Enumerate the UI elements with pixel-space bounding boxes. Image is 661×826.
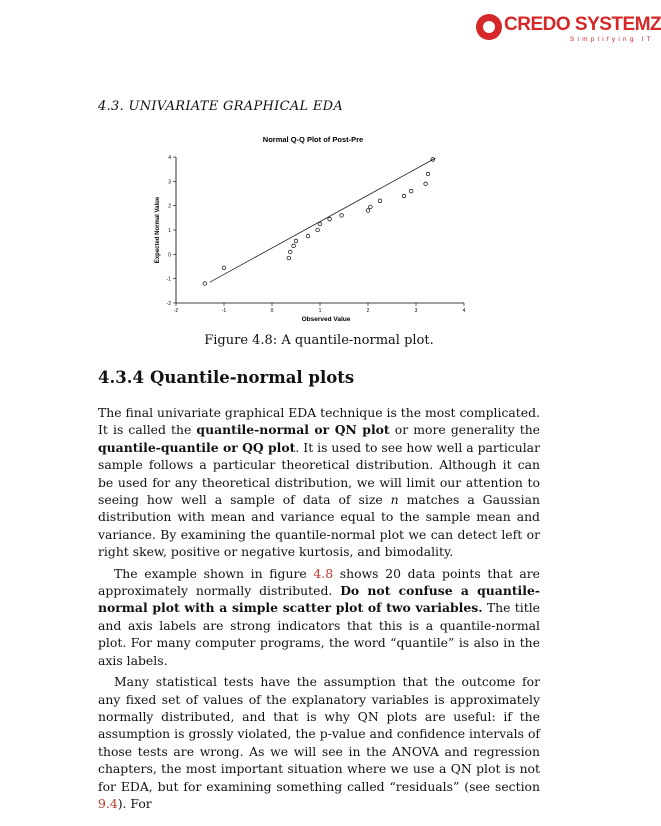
data-point [222, 266, 226, 270]
chart-ylabel: Expected Normal Value [155, 196, 161, 264]
y-tick-label: -1 [166, 276, 171, 283]
data-point [294, 239, 298, 243]
running-head: 4.3. UNIVARIATE GRAPHICAL EDA [98, 99, 344, 114]
y-tick-label: 0 [168, 252, 171, 259]
data-point [366, 209, 370, 213]
x-tick-label: 1 [318, 308, 322, 314]
data-point [203, 282, 207, 286]
x-tick-label: -1 [221, 308, 227, 314]
section-ref-link[interactable]: 9.4 [98, 795, 118, 811]
data-point [402, 194, 406, 198]
data-point [369, 205, 373, 209]
x-tick-label: 0 [270, 308, 274, 314]
data-point [292, 244, 296, 248]
x-tick-label: 3 [414, 308, 418, 314]
logo-name: CREDO SYSTEMZ [504, 14, 661, 35]
chart-title: Normal Q-Q Plot of Post-Pre [262, 135, 364, 144]
paragraph: Many statistical tests have the assumption that the outcome for any fixed set of values of the explanatory variables is approximately normally distributed, and that is why QN plots are useful: if the assumption is grossly violated, the p-value and confidence intervals of those tests are wrong. As we will see in the ANOVA and regression chapters, the most important situation where we use a QN plot is not for EDA, but for examining something called “residuals” (see section 9.4). For [98, 674, 540, 811]
y-tick-label: 2 [168, 203, 171, 210]
section-heading [98, 368, 354, 387]
data-point [426, 172, 430, 176]
reference-line [210, 158, 436, 282]
body-text [98, 404, 540, 816]
logo-tagline: Simplifying IT [570, 36, 654, 43]
data-point [424, 182, 428, 186]
qq-plot [150, 130, 480, 330]
brand-logo [476, 12, 661, 46]
section-title: Quantile-normal plots [150, 368, 355, 387]
logo-mark-icon [476, 14, 502, 40]
figure-ref-link[interactable]: 4.8 [313, 565, 334, 581]
data-point [288, 250, 292, 254]
data-point [328, 217, 332, 221]
y-tick-label: 3 [168, 179, 171, 186]
y-tick-label: -2 [166, 301, 171, 307]
data-point [316, 228, 320, 232]
figure-caption: Figure 4.8: A quantile-normal plot. [204, 333, 434, 348]
data-point [306, 234, 310, 238]
section-number: 4.3.4 [98, 368, 144, 387]
paragraph: The example shown in figure 4.8 shows 20 data points that are approximately normally distributed. Do not confuse a quantile-normal plot with a simple scatter plot of two variables. The title and axis labels are strong indicators that this is a quantile-normal plot. For many computer programs, the word “quantile” is also in the axis labels. [98, 565, 541, 668]
data-point [409, 189, 413, 193]
data-point [378, 199, 382, 203]
term-qn-plot: quantile-normal or QN plot [196, 422, 390, 438]
qq-plot-figure [150, 130, 480, 330]
math-n: n [390, 492, 399, 508]
term-qq-plot: quantile-quantile or QQ plot [98, 439, 296, 455]
chart-xlabel: Observed Value [301, 316, 351, 323]
x-tick-label: -2 [173, 308, 179, 314]
y-tick-label: 4 [168, 155, 171, 161]
data-point [287, 256, 291, 260]
paragraph: The final univariate graphical EDA technique is the most complicated. It is called the quantile-normal or QN plot or more generality the quantile-quantile or QQ plot. It is used to see how well a particular sample follows a particular theoretical distribution. Although it can be used for any theoretical distribution, we will limit our attention to seeing how well a sample of data of size n matches a Gaussian distribution with mean and variance equal to the sample mean and variance. By examining the quantile-normal plot we can detect left or right skew, positive or negative kurtosis, and bimodality. [98, 405, 541, 560]
x-tick-label: 4 [462, 308, 466, 314]
data-point [340, 214, 344, 218]
y-tick-label: 1 [168, 228, 171, 234]
data-point [318, 222, 322, 226]
warning-bold: Do not confuse a quantile-normal plot with a simple scatter plot of two variables. [98, 583, 540, 616]
x-tick-label: 2 [366, 308, 370, 314]
